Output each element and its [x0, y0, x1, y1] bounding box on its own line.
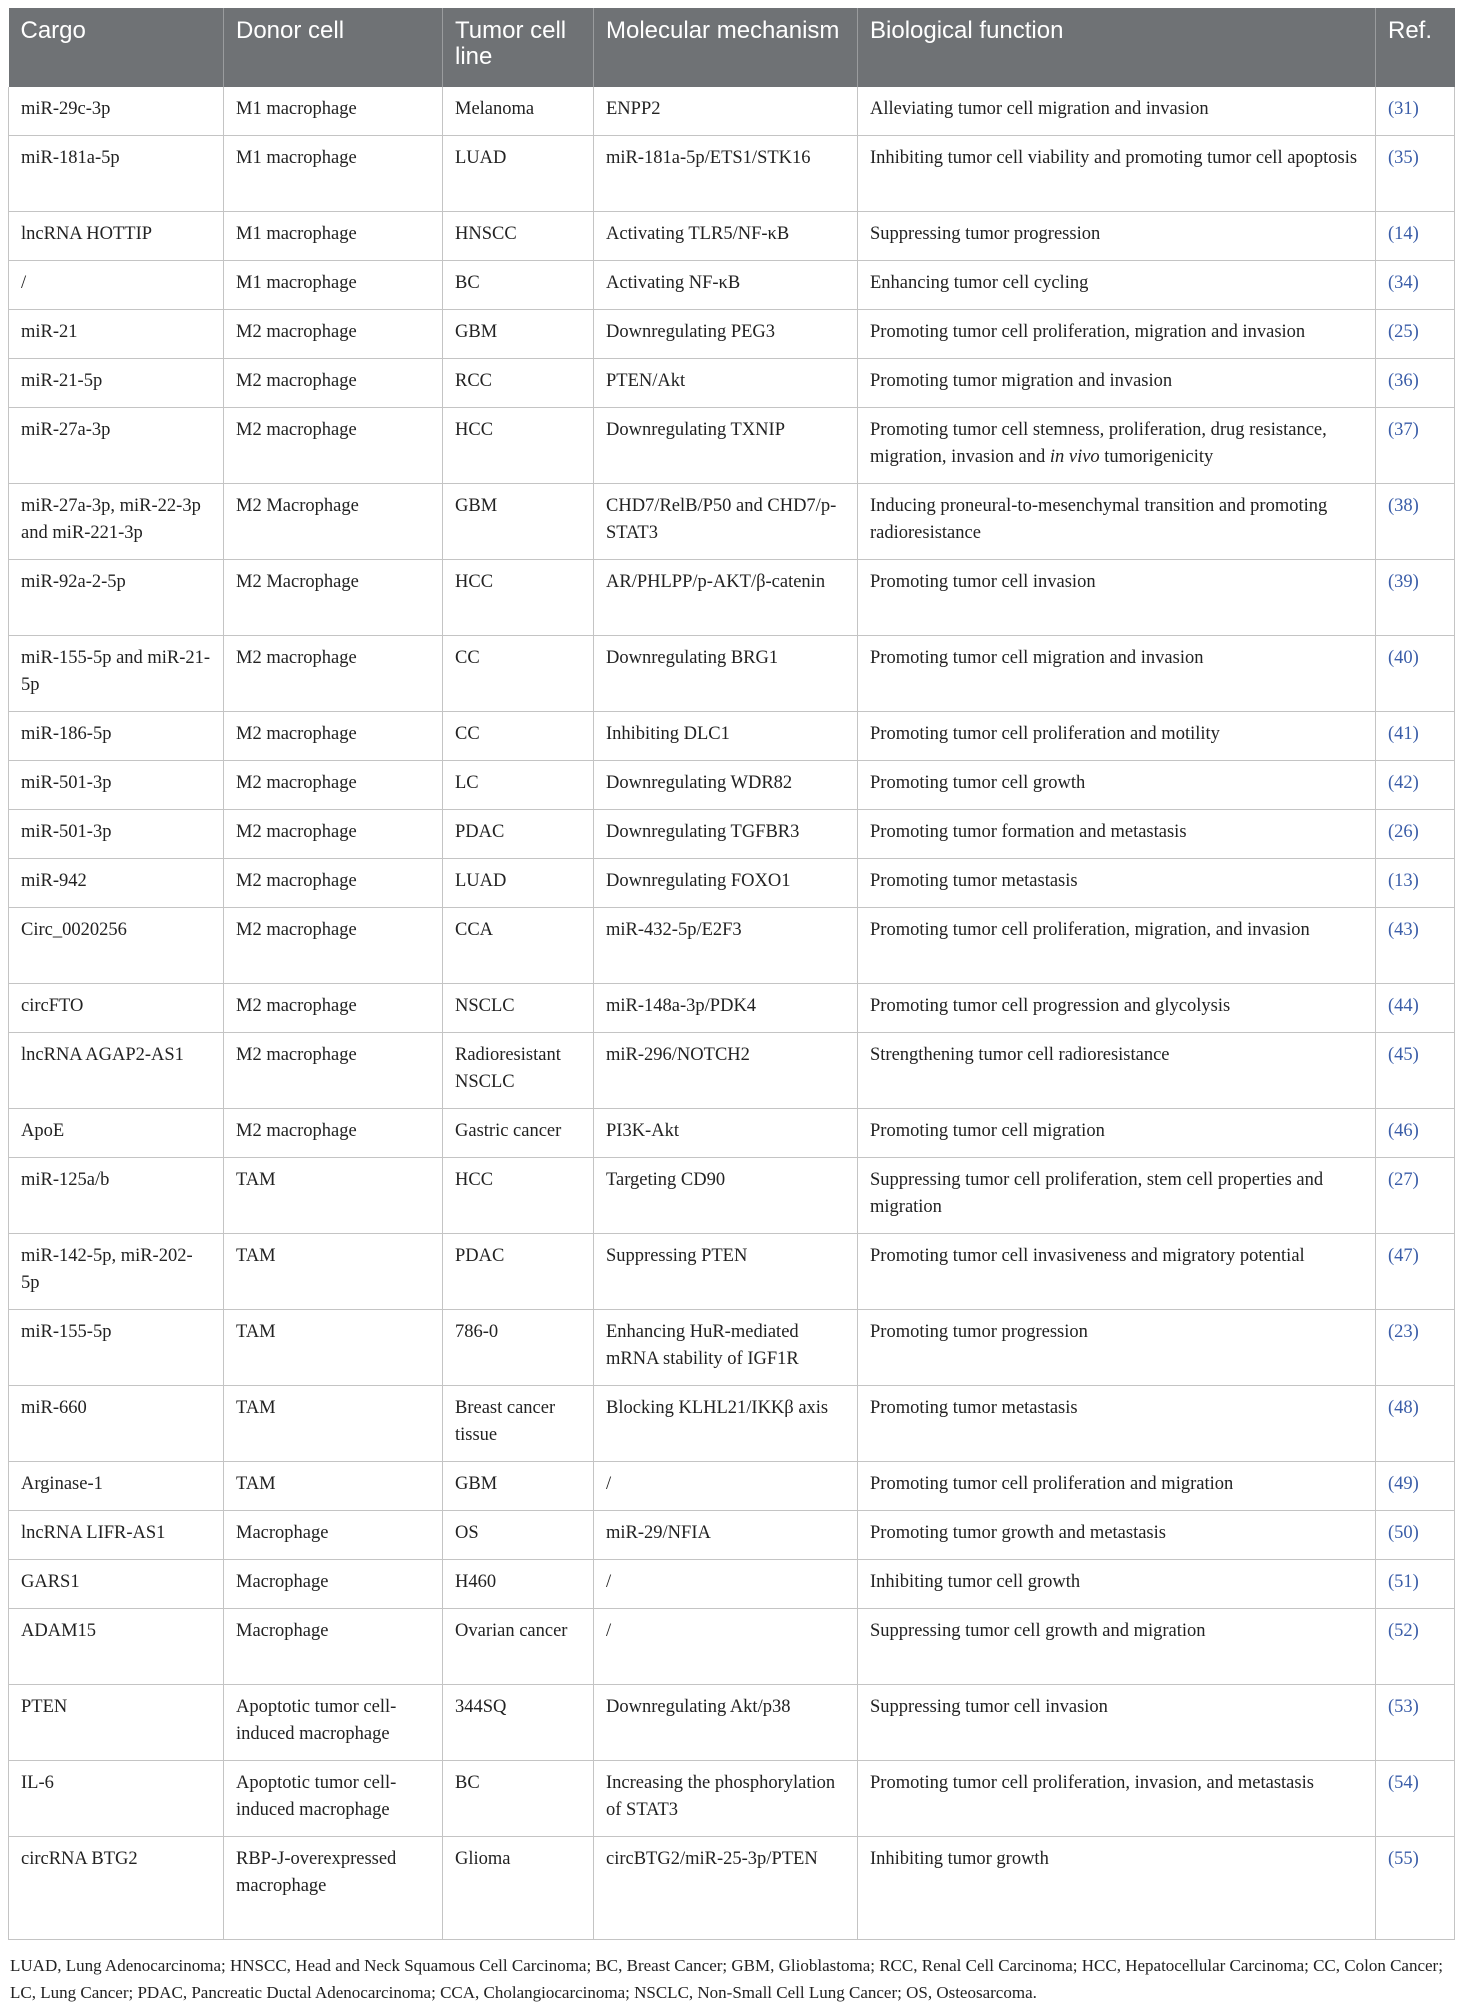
- cell-biological-function: Promoting tumor cell proliferation and migration: [858, 1462, 1376, 1511]
- ref-link[interactable]: (41): [1388, 724, 1419, 744]
- cell-molecular-mechanism: Downregulating Akt/p38: [594, 1685, 858, 1761]
- cell-donor-cell: TAM: [224, 1462, 443, 1511]
- cell-ref: [1376, 859, 1455, 908]
- cell-molecular-mechanism: PI3K-Akt: [594, 1109, 858, 1158]
- cell-donor-cell: M2 macrophage: [224, 859, 443, 908]
- cell-cargo: PTEN: [9, 1685, 224, 1761]
- cell-donor-cell: M1 macrophage: [224, 212, 443, 261]
- cell-tumor-cell-line: 344SQ: [443, 1685, 594, 1761]
- header-biological-function: Biological function: [858, 8, 1376, 87]
- cell-molecular-mechanism: Suppressing PTEN: [594, 1234, 858, 1310]
- cell-ref: [1376, 560, 1455, 636]
- table-footnote: LUAD, Lung Adenocarcinoma; HNSCC, Head and Neck Squamous Cell Carcinoma; BC, Breast Cancer; GBM, Glioblastoma; RCC, Renal Cell Carcinoma; HCC, Hepatocellular Carcinoma; CC, Colon Cancer; LC, Lung Cancer; PDAC, Pancreatic Ductal Adenocarcinoma; CCA, Cholangiocarcinoma; NSCLC, Non-Small Cell Lung Cancer; OS, Osteosarcoma.: [10, 1956, 1443, 2002]
- cell-tumor-cell-line: CC: [443, 712, 594, 761]
- table-row: [9, 408, 1455, 484]
- ref-link[interactable]: (47): [1388, 1246, 1419, 1266]
- cell-ref: [1376, 1609, 1455, 1685]
- cell-tumor-cell-line: HCC: [443, 560, 594, 636]
- cell-biological-function: Alleviating tumor cell migration and invasion: [858, 87, 1376, 136]
- cell-tumor-cell-line: Radioresistant NSCLC: [443, 1033, 594, 1109]
- cell-cargo: ApoE: [9, 1109, 224, 1158]
- cell-biological-function: Inhibiting tumor cell viability and promoting tumor cell apoptosis: [858, 136, 1376, 212]
- cell-cargo: Arginase-1: [9, 1462, 224, 1511]
- cell-ref: [1376, 636, 1455, 712]
- table-row: [9, 1761, 1455, 1837]
- cell-donor-cell: TAM: [224, 1234, 443, 1310]
- cell-molecular-mechanism: Downregulating BRG1: [594, 636, 858, 712]
- cell-tumor-cell-line: HCC: [443, 1158, 594, 1234]
- cell-molecular-mechanism: Increasing the phosphorylation of STAT3: [594, 1761, 858, 1837]
- table-row: [9, 359, 1455, 408]
- cell-tumor-cell-line: HNSCC: [443, 212, 594, 261]
- cell-cargo: GARS1: [9, 1560, 224, 1609]
- header-donor-cell: Donor cell: [224, 8, 443, 87]
- cell-molecular-mechanism: miR-432-5p/E2F3: [594, 908, 858, 984]
- cell-ref: [1376, 1511, 1455, 1560]
- cell-biological-function: Promoting tumor cell invasion: [858, 560, 1376, 636]
- table-row: [9, 712, 1455, 761]
- cell-molecular-mechanism: /: [594, 1609, 858, 1685]
- table-row: [9, 261, 1455, 310]
- ref-link[interactable]: (44): [1388, 996, 1419, 1016]
- table-row: [9, 136, 1455, 212]
- cell-donor-cell: M2 macrophage: [224, 408, 443, 484]
- cell-cargo: Circ_0020256: [9, 908, 224, 984]
- cell-molecular-mechanism: /: [594, 1462, 858, 1511]
- table-row: [9, 1685, 1455, 1761]
- cell-tumor-cell-line: LC: [443, 761, 594, 810]
- table-row: [9, 1837, 1455, 1940]
- cell-molecular-mechanism: AR/PHLPP/p-AKT/β-catenin: [594, 560, 858, 636]
- cell-donor-cell: TAM: [224, 1158, 443, 1234]
- table-container: [8, 8, 1454, 2006]
- ref-link[interactable]: (37): [1388, 420, 1419, 440]
- table-row: [9, 1234, 1455, 1310]
- table-row: [9, 984, 1455, 1033]
- cell-ref: [1376, 359, 1455, 408]
- cell-biological-function: Suppressing tumor cell invasion: [858, 1685, 1376, 1761]
- cell-biological-function: Promoting tumor cell growth: [858, 761, 1376, 810]
- cell-cargo: lncRNA LIFR-AS1: [9, 1511, 224, 1560]
- table-row: [9, 636, 1455, 712]
- cell-ref: [1376, 87, 1455, 136]
- cell-tumor-cell-line: Ovarian cancer: [443, 1609, 594, 1685]
- ref-link[interactable]: (27): [1388, 1170, 1419, 1190]
- header-cargo: Cargo: [9, 8, 224, 87]
- cell-molecular-mechanism: /: [594, 1560, 858, 1609]
- cell-cargo: miR-660: [9, 1386, 224, 1462]
- header-ref: Ref.: [1376, 8, 1455, 87]
- cell-tumor-cell-line: Breast cancer tissue: [443, 1386, 594, 1462]
- cell-biological-function: Promoting tumor metastasis: [858, 1386, 1376, 1462]
- table-row: [9, 908, 1455, 984]
- ref-link[interactable]: (51): [1388, 1572, 1419, 1592]
- cell-biological-function: Inhibiting tumor growth: [858, 1837, 1376, 1940]
- cell-donor-cell: M2 Macrophage: [224, 560, 443, 636]
- cell-molecular-mechanism: PTEN/Akt: [594, 359, 858, 408]
- cell-biological-function: Promoting tumor cell proliferation, invasion, and metastasis: [858, 1761, 1376, 1837]
- cell-donor-cell: M2 Macrophage: [224, 484, 443, 560]
- cell-molecular-mechanism: Downregulating TGFBR3: [594, 810, 858, 859]
- cell-biological-function: Strengthening tumor cell radioresistance: [858, 1033, 1376, 1109]
- cell-ref: [1376, 408, 1455, 484]
- ref-link[interactable]: (40): [1388, 648, 1419, 668]
- cell-donor-cell: M1 macrophage: [224, 261, 443, 310]
- cell-cargo: IL-6: [9, 1761, 224, 1837]
- cell-biological-function: Promoting tumor cell proliferation, migration, and invasion: [858, 908, 1376, 984]
- cell-cargo: lncRNA AGAP2-AS1: [9, 1033, 224, 1109]
- table-header: [9, 8, 1455, 87]
- cell-ref: [1376, 1560, 1455, 1609]
- table-row: [9, 1158, 1455, 1234]
- ref-link[interactable]: (45): [1388, 1045, 1419, 1065]
- cell-biological-function: Promoting tumor cell migration: [858, 1109, 1376, 1158]
- cell-ref: [1376, 1234, 1455, 1310]
- cell-donor-cell: M2 macrophage: [224, 810, 443, 859]
- cell-biological-function: Promoting tumor progression: [858, 1310, 1376, 1386]
- cell-tumor-cell-line: Melanoma: [443, 87, 594, 136]
- cell-biological-function: Promoting tumor cell invasiveness and migratory potential: [858, 1234, 1376, 1310]
- cell-molecular-mechanism: Downregulating WDR82: [594, 761, 858, 810]
- ref-link[interactable]: (26): [1388, 822, 1419, 842]
- cell-molecular-mechanism: Downregulating FOXO1: [594, 859, 858, 908]
- cell-donor-cell: M2 macrophage: [224, 359, 443, 408]
- cell-donor-cell: TAM: [224, 1310, 443, 1386]
- cell-donor-cell: M2 macrophage: [224, 310, 443, 359]
- cell-tumor-cell-line: HCC: [443, 408, 594, 484]
- cell-molecular-mechanism: miR-181a-5p/ETS1/STK16: [594, 136, 858, 212]
- cell-donor-cell: M2 macrophage: [224, 712, 443, 761]
- table-row: [9, 761, 1455, 810]
- cell-ref: [1376, 484, 1455, 560]
- cell-molecular-mechanism: circBTG2/miR-25-3p/PTEN: [594, 1837, 858, 1940]
- cell-cargo: ADAM15: [9, 1609, 224, 1685]
- cell-donor-cell: M1 macrophage: [224, 87, 443, 136]
- cell-biological-function: Promoting tumor formation and metastasis: [858, 810, 1376, 859]
- cell-ref: [1376, 1685, 1455, 1761]
- cell-biological-function: Promoting tumor cell stemness, proliferation, drug resistance, migration, invasion and in vivo tumorigenicity: [858, 408, 1376, 484]
- table-row: [9, 484, 1455, 560]
- cell-molecular-mechanism: CHD7/RelB/P50 and CHD7/p-STAT3: [594, 484, 858, 560]
- cell-tumor-cell-line: OS: [443, 1511, 594, 1560]
- cell-cargo: lncRNA HOTTIP: [9, 212, 224, 261]
- cell-tumor-cell-line: GBM: [443, 1462, 594, 1511]
- table-row: [9, 212, 1455, 261]
- table-row: [9, 1109, 1455, 1158]
- cell-donor-cell: RBP-J-overexpressed macrophage: [224, 1837, 443, 1940]
- cell-cargo: miR-125a/b: [9, 1158, 224, 1234]
- cell-donor-cell: M2 macrophage: [224, 908, 443, 984]
- cell-cargo: miR-501-3p: [9, 810, 224, 859]
- cell-tumor-cell-line: NSCLC: [443, 984, 594, 1033]
- cell-ref: [1376, 136, 1455, 212]
- table-row: [9, 1462, 1455, 1511]
- cell-donor-cell: Apoptotic tumor cell-induced macrophage: [224, 1685, 443, 1761]
- cell-ref: [1376, 810, 1455, 859]
- cell-tumor-cell-line: 786-0: [443, 1310, 594, 1386]
- cell-biological-function: Suppressing tumor progression: [858, 212, 1376, 261]
- ref-link[interactable]: (54): [1388, 1773, 1419, 1793]
- ref-link[interactable]: (46): [1388, 1121, 1419, 1141]
- ref-link[interactable]: (35): [1388, 148, 1419, 168]
- cell-biological-function: Suppressing tumor cell proliferation, stem cell properties and migration: [858, 1158, 1376, 1234]
- cell-donor-cell: M2 macrophage: [224, 1033, 443, 1109]
- cell-biological-function: Promoting tumor cell proliferation and motility: [858, 712, 1376, 761]
- cell-tumor-cell-line: Glioma: [443, 1837, 594, 1940]
- cell-cargo: miR-21: [9, 310, 224, 359]
- cell-tumor-cell-line: LUAD: [443, 136, 594, 212]
- cell-ref: [1376, 1386, 1455, 1462]
- cell-ref: [1376, 212, 1455, 261]
- table-row: [9, 1609, 1455, 1685]
- cell-tumor-cell-line: BC: [443, 1761, 594, 1837]
- cell-donor-cell: M2 macrophage: [224, 636, 443, 712]
- ref-link[interactable]: (25): [1388, 322, 1419, 342]
- ref-link[interactable]: (31): [1388, 99, 1419, 119]
- cell-donor-cell: TAM: [224, 1386, 443, 1462]
- table-row: [9, 1511, 1455, 1560]
- ref-link[interactable]: (48): [1388, 1398, 1419, 1418]
- cell-tumor-cell-line: PDAC: [443, 1234, 594, 1310]
- cell-donor-cell: Macrophage: [224, 1511, 443, 1560]
- cell-cargo: miR-92a-2-5p: [9, 560, 224, 636]
- cell-cargo: miR-21-5p: [9, 359, 224, 408]
- cell-ref: [1376, 908, 1455, 984]
- cell-tumor-cell-line: LUAD: [443, 859, 594, 908]
- cell-cargo: /: [9, 261, 224, 310]
- cell-tumor-cell-line: CC: [443, 636, 594, 712]
- cell-donor-cell: Macrophage: [224, 1560, 443, 1609]
- cell-tumor-cell-line: Gastric cancer: [443, 1109, 594, 1158]
- cell-ref: [1376, 261, 1455, 310]
- cell-biological-function: Promoting tumor migration and invasion: [858, 359, 1376, 408]
- cell-tumor-cell-line: PDAC: [443, 810, 594, 859]
- table-body: [9, 87, 1455, 1940]
- table-row: [9, 810, 1455, 859]
- cell-ref: [1376, 712, 1455, 761]
- cell-cargo: miR-186-5p: [9, 712, 224, 761]
- ref-link[interactable]: (38): [1388, 496, 1419, 516]
- cell-molecular-mechanism: Activating TLR5/NF-κB: [594, 212, 858, 261]
- cell-ref: [1376, 761, 1455, 810]
- cell-molecular-mechanism: Blocking KLHL21/IKKβ axis: [594, 1386, 858, 1462]
- cell-cargo: miR-155-5p and miR-21-5p: [9, 636, 224, 712]
- cell-cargo: miR-181a-5p: [9, 136, 224, 212]
- ref-link[interactable]: (49): [1388, 1474, 1419, 1494]
- cell-molecular-mechanism: miR-296/NOTCH2: [594, 1033, 858, 1109]
- cell-ref: [1376, 310, 1455, 359]
- ref-link[interactable]: (13): [1388, 871, 1419, 891]
- cell-biological-function: Promoting tumor metastasis: [858, 859, 1376, 908]
- cell-cargo: miR-29c-3p: [9, 87, 224, 136]
- cell-molecular-mechanism: miR-148a-3p/PDK4: [594, 984, 858, 1033]
- cell-donor-cell: M1 macrophage: [224, 136, 443, 212]
- cell-donor-cell: Apoptotic tumor cell-induced macrophage: [224, 1761, 443, 1837]
- cell-tumor-cell-line: BC: [443, 261, 594, 310]
- ref-link[interactable]: (50): [1388, 1523, 1419, 1543]
- table-row: [9, 1033, 1455, 1109]
- cell-donor-cell: M2 macrophage: [224, 1109, 443, 1158]
- cell-ref: [1376, 984, 1455, 1033]
- cell-molecular-mechanism: Targeting CD90: [594, 1158, 858, 1234]
- ref-link[interactable]: (39): [1388, 572, 1419, 592]
- cell-molecular-mechanism: Inhibiting DLC1: [594, 712, 858, 761]
- cell-tumor-cell-line: RCC: [443, 359, 594, 408]
- cell-biological-function: Promoting tumor cell proliferation, migration and invasion: [858, 310, 1376, 359]
- ref-link[interactable]: (14): [1388, 224, 1419, 244]
- header-tumor-cell-line: Tumor cell line: [443, 8, 594, 87]
- cell-biological-function: Promoting tumor cell progression and glycolysis: [858, 984, 1376, 1033]
- cell-ref: [1376, 1109, 1455, 1158]
- cell-molecular-mechanism: Enhancing HuR-mediated mRNA stability of IGF1R: [594, 1310, 858, 1386]
- ref-link[interactable]: (53): [1388, 1697, 1419, 1717]
- data-table: [8, 8, 1455, 1940]
- cell-biological-function: Promoting tumor cell migration and invasion: [858, 636, 1376, 712]
- cell-cargo: miR-27a-3p, miR-22-3p and miR-221-3p: [9, 484, 224, 560]
- table-row: [9, 87, 1455, 136]
- cell-cargo: miR-27a-3p: [9, 408, 224, 484]
- cell-ref: [1376, 1033, 1455, 1109]
- ref-link[interactable]: (42): [1388, 773, 1419, 793]
- table-row: [9, 1386, 1455, 1462]
- ref-link[interactable]: (34): [1388, 273, 1419, 293]
- cell-biological-function: Enhancing tumor cell cycling: [858, 261, 1376, 310]
- table-row: [9, 560, 1455, 636]
- cell-tumor-cell-line: GBM: [443, 310, 594, 359]
- cell-cargo: miR-142-5p, miR-202-5p: [9, 1234, 224, 1310]
- ref-link[interactable]: (36): [1388, 371, 1419, 391]
- cell-donor-cell: M2 macrophage: [224, 761, 443, 810]
- cell-biological-function: Suppressing tumor cell growth and migration: [858, 1609, 1376, 1685]
- cell-biological-function: Inducing proneural-to-mesenchymal transition and promoting radioresistance: [858, 484, 1376, 560]
- cell-cargo: circRNA BTG2: [9, 1837, 224, 1940]
- table-row: [9, 1560, 1455, 1609]
- cell-ref: [1376, 1310, 1455, 1386]
- cell-biological-function: Inhibiting tumor cell growth: [858, 1560, 1376, 1609]
- cell-cargo: miR-155-5p: [9, 1310, 224, 1386]
- cell-molecular-mechanism: Downregulating PEG3: [594, 310, 858, 359]
- table-row: [9, 310, 1455, 359]
- cell-molecular-mechanism: Activating NF-κB: [594, 261, 858, 310]
- ref-link[interactable]: (43): [1388, 920, 1419, 940]
- cell-molecular-mechanism: miR-29/NFIA: [594, 1511, 858, 1560]
- cell-cargo: circFTO: [9, 984, 224, 1033]
- cell-cargo: miR-501-3p: [9, 761, 224, 810]
- header-molecular-mechanism: Molecular mechanism: [594, 8, 858, 87]
- cell-ref: [1376, 1761, 1455, 1837]
- cell-tumor-cell-line: GBM: [443, 484, 594, 560]
- cell-ref: [1376, 1462, 1455, 1511]
- cell-ref: [1376, 1158, 1455, 1234]
- cell-cargo: miR-942: [9, 859, 224, 908]
- cell-donor-cell: Macrophage: [224, 1609, 443, 1685]
- cell-tumor-cell-line: H460: [443, 1560, 594, 1609]
- cell-tumor-cell-line: CCA: [443, 908, 594, 984]
- cell-molecular-mechanism: ENPP2: [594, 87, 858, 136]
- cell-biological-function: Promoting tumor growth and metastasis: [858, 1511, 1376, 1560]
- cell-donor-cell: M2 macrophage: [224, 984, 443, 1033]
- ref-link[interactable]: (55): [1388, 1849, 1419, 1869]
- ref-link[interactable]: (23): [1388, 1322, 1419, 1342]
- ref-link[interactable]: (52): [1388, 1621, 1419, 1641]
- cell-molecular-mechanism: Downregulating TXNIP: [594, 408, 858, 484]
- table-row: [9, 859, 1455, 908]
- cell-ref: [1376, 1837, 1455, 1940]
- table-row: [9, 1310, 1455, 1386]
